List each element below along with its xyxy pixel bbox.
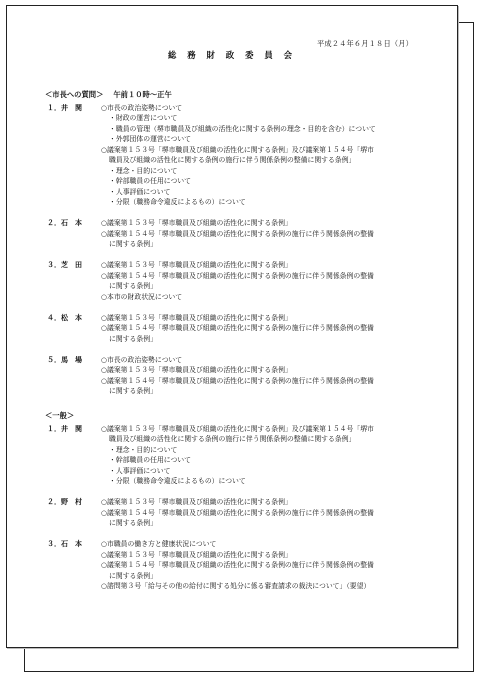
questioner-name: ５．馬 場: [47, 355, 82, 364]
question-list: [101, 260, 439, 302]
question-item: ○議案第１５４号「堺市職員及び組織の活性化に関する条例の施行に伴う関係条例の整備: [101, 229, 374, 238]
question-item: ○議案第１５３号「堺市職員及び組織の活性化に関する条例」及び議案第１５４号「堺市: [101, 145, 374, 154]
question-subitem: ・外郭団体の運営について: [109, 135, 191, 143]
question-item: ○議案第１５４号「堺市職員及び組織の活性化に関する条例の施行に伴う関係条例の整備: [101, 376, 374, 385]
questioner-name: ３．石 本: [47, 540, 82, 548]
question-item: ○市長の政治姿勢について: [101, 103, 183, 112]
question-continuation: に関する条例」: [109, 282, 157, 290]
questioner-name: ２．野 村: [47, 498, 82, 506]
question-continuation: に関する条例」: [109, 334, 157, 343]
questioner-entry: [47, 218, 439, 250]
question-continuation: に関する条例」: [109, 387, 157, 395]
questioner-entry: [47, 313, 439, 345]
question-list: [101, 355, 439, 397]
question-subitem: ・分限（職務命令違反によるもの）について: [109, 198, 246, 206]
question-item: ○議案第１５４号「堺市職員及び組織の活性化に関する条例の施行に伴う関係条例の整備: [101, 508, 374, 517]
question-subitem: ・人事評価について: [109, 466, 171, 475]
question-list: [101, 218, 439, 250]
questioner-name: ４．松 本: [47, 313, 82, 322]
question-subitem: ・幹部職員の任用について: [109, 456, 191, 464]
section-time: 午前１０時～正午: [113, 90, 172, 99]
question-item: ○市長の政治姿勢について: [101, 355, 183, 364]
question-list: [101, 497, 439, 529]
question-item: ○議案第１５３号「堺市職員及び組織の活性化に関する条例」: [101, 219, 292, 227]
document-title: 総 務 財 政 委 員 会: [167, 50, 297, 60]
question-item: ○議案第１５４号「堺市職員及び組織の活性化に関する条例の施行に伴う関係条例の整備: [101, 324, 374, 332]
question-continuation: に関する条例」: [109, 240, 157, 248]
question-continuation: 職員及び組織の活性化に関する条例の施行に伴う関係条例の整備に関する条例」: [109, 156, 356, 164]
questioner-entry: [47, 355, 439, 397]
questioner-name: ２．石 本: [47, 219, 82, 227]
question-subitem: ・理念・目的について: [109, 445, 178, 454]
question-continuation: に関する条例」: [109, 519, 157, 527]
question-item: ○議案第１５３号「堺市職員及び組織の活性化に関する条例」: [101, 550, 292, 559]
question-item: ○本市の財政状況について: [101, 292, 183, 301]
question-item: ○議案第１５４号「堺市職員及び組織の活性化に関する条例の施行に伴う関係条例の整備: [101, 271, 374, 280]
question-continuation: 職員及び組織の活性化に関する条例の施行に伴う関係条例の整備に関する条例」: [109, 435, 356, 443]
question-list: [101, 313, 439, 345]
section-heading-text: ＜市長への質問＞: [45, 90, 104, 99]
section-heading: [45, 90, 439, 101]
questioner-entry: [47, 497, 439, 529]
document-page: [6, 5, 458, 648]
question-item: ○議案第１５３号「堺市職員及び組織の活性化に関する条例」: [101, 261, 292, 269]
question-subitem: ・理念・目的について: [109, 166, 178, 175]
document-date: 平成２４年６月１８日（月）: [316, 39, 413, 48]
question-item: ○諮問第３号「給与その他の給付に関する処分に係る審査請求の裁決について」（要望）: [101, 582, 371, 590]
questioner-entry: [47, 539, 439, 592]
section-heading: [45, 411, 439, 422]
questioner-name: １．井 関: [47, 103, 82, 112]
question-item: ○議案第１５３号「堺市職員及び組織の活性化に関する条例」: [101, 366, 292, 374]
questioner-entry: [47, 260, 439, 302]
question-subitem: ・財政の運営について: [109, 114, 178, 122]
question-subitem: ・分限（職務命令違反によるもの）について: [109, 477, 246, 485]
question-item: ○議案第１５４号「堺市職員及び組織の活性化に関する条例の施行に伴う関係条例の整備: [101, 561, 374, 569]
question-subitem: ・人事評価について: [109, 187, 171, 196]
question-subitem: ・職員の管理（堺市職員及び組織の活性化に関する条例の理念・目的を含む）について: [109, 124, 376, 133]
questioner-entry: [47, 103, 439, 208]
question-item: ○議案第１５３号「堺市職員及び組織の活性化に関する条例」及び議案第１５４号「堺市: [101, 424, 374, 433]
questioner-name: ３．芝 田: [47, 261, 82, 269]
question-item: ○議案第１５３号「堺市職員及び組織の活性化に関する条例」: [101, 498, 292, 506]
question-item: ○市職員の働き方と健康状況について: [101, 540, 217, 548]
questioner-entry: [47, 424, 439, 487]
section-heading-text: ＜一般＞: [45, 411, 75, 420]
question-subitem: ・幹部職員の任用について: [109, 177, 191, 185]
question-list: [101, 539, 439, 592]
document-content: [47, 90, 439, 602]
questioner-name: １．井 関: [47, 424, 82, 433]
question-list: [101, 103, 439, 208]
question-continuation: に関する条例」: [109, 571, 157, 580]
question-item: ○議案第１５３号「堺市職員及び組織の活性化に関する条例」: [101, 313, 292, 322]
question-list: [101, 424, 439, 487]
